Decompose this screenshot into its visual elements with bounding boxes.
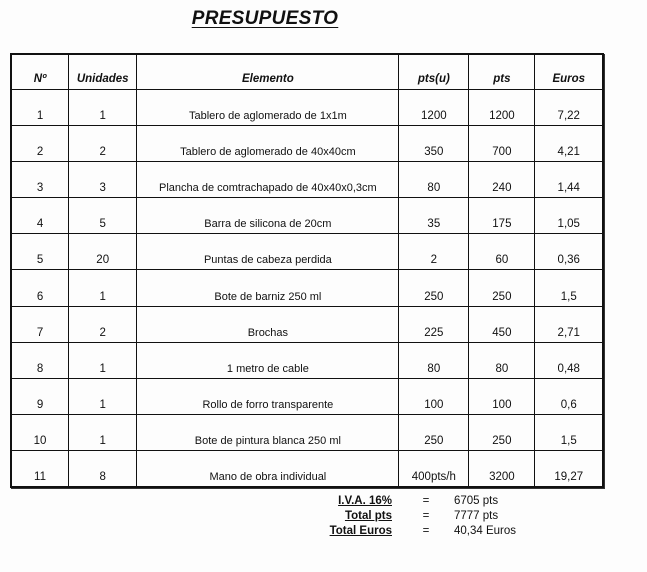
cell-unit-price: 350 bbox=[399, 126, 469, 162]
cell-element: Tablero de aglomerado de 1x1m bbox=[137, 90, 399, 126]
cell-number: 1 bbox=[11, 90, 69, 126]
cell-unit-price: 250 bbox=[399, 414, 469, 450]
cell-price-pts: 240 bbox=[469, 162, 535, 198]
cell-element: Bote de pintura blanca 250 ml bbox=[137, 414, 399, 450]
total-pts-label: Total pts bbox=[344, 510, 392, 522]
cell-units: 1 bbox=[69, 342, 137, 378]
cell-number: 11 bbox=[11, 450, 69, 487]
cell-price-pts: 1200 bbox=[469, 90, 535, 126]
cell-price-euros: 1,5 bbox=[535, 270, 603, 306]
table-row bbox=[11, 450, 603, 487]
cell-price-euros: 0,48 bbox=[535, 342, 603, 378]
iva-value: 6705 pts bbox=[454, 495, 499, 507]
cell-price-pts: 250 bbox=[469, 270, 535, 306]
table-row bbox=[11, 378, 603, 414]
cell-unit-price: 100 bbox=[399, 378, 469, 414]
cell-price-pts: 3200 bbox=[469, 450, 535, 487]
cell-unit-price: 80 bbox=[399, 342, 469, 378]
cell-number: 10 bbox=[11, 414, 69, 450]
cell-number: 9 bbox=[11, 378, 69, 414]
page-title: PRESUPUESTO bbox=[191, 8, 339, 29]
cell-units: 20 bbox=[69, 234, 137, 270]
cell-units: 1 bbox=[69, 378, 137, 414]
cell-price-euros: 0,36 bbox=[535, 234, 603, 270]
total-euros-row bbox=[300, 524, 600, 539]
table-row bbox=[11, 234, 603, 270]
cell-price-pts: 700 bbox=[469, 126, 535, 162]
cell-unit-price: 250 bbox=[399, 270, 469, 306]
cell-price-euros: 0,6 bbox=[535, 378, 603, 414]
cell-element: Tablero de aglomerado de 40x40cm bbox=[137, 126, 399, 162]
cell-unit-price: 400pts/h bbox=[399, 450, 469, 487]
cell-price-euros: 2,71 bbox=[535, 306, 603, 342]
total-euros-label: Total Euros bbox=[329, 525, 392, 537]
cell-units: 1 bbox=[69, 414, 137, 450]
table-row bbox=[11, 126, 603, 162]
cell-price-euros: 19,27 bbox=[535, 450, 603, 487]
total-euros-value: 40,34 Euros bbox=[454, 525, 517, 537]
equals-sign: = bbox=[422, 525, 430, 537]
cell-unit-price: 35 bbox=[399, 198, 469, 234]
cell-number: 5 bbox=[11, 234, 69, 270]
cell-price-pts: 450 bbox=[469, 306, 535, 342]
cell-price-pts: 80 bbox=[469, 342, 535, 378]
cell-element: Mano de obra individual bbox=[137, 450, 399, 487]
cell-price-pts: 175 bbox=[469, 198, 535, 234]
cell-units: 2 bbox=[69, 306, 137, 342]
cell-price-euros: 1,5 bbox=[535, 414, 603, 450]
table-row bbox=[11, 306, 603, 342]
cell-element: Rollo de forro transparente bbox=[137, 378, 399, 414]
cell-units: 2 bbox=[69, 126, 137, 162]
table-row bbox=[11, 198, 603, 234]
cell-units: 1 bbox=[69, 90, 137, 126]
total-pts-row bbox=[300, 509, 600, 524]
table-row bbox=[11, 90, 603, 126]
equals-sign: = bbox=[422, 510, 430, 522]
cell-element: Puntas de cabeza perdida bbox=[137, 234, 399, 270]
total-pts-value: 7777 pts bbox=[454, 510, 499, 522]
cell-price-pts: 100 bbox=[469, 378, 535, 414]
cell-element: Barra de silicona de 20cm bbox=[137, 198, 399, 234]
header-number: Nº bbox=[11, 54, 69, 90]
table-row bbox=[11, 342, 603, 378]
iva-label: I.V.A. 16% bbox=[338, 495, 392, 507]
cell-number: 4 bbox=[11, 198, 69, 234]
cell-units: 1 bbox=[69, 270, 137, 306]
cell-units: 5 bbox=[69, 198, 137, 234]
header-price-euros: Euros bbox=[535, 54, 603, 90]
cell-unit-price: 225 bbox=[399, 306, 469, 342]
cell-units: 3 bbox=[69, 162, 137, 198]
budget-table bbox=[10, 53, 604, 488]
cell-number: 3 bbox=[11, 162, 69, 198]
iva-row bbox=[300, 494, 600, 509]
cell-price-euros: 1,44 bbox=[535, 162, 603, 198]
header-element: Elemento bbox=[137, 54, 399, 90]
header-units: Unidades bbox=[69, 54, 137, 90]
cell-element: 1 metro de cable bbox=[137, 342, 399, 378]
cell-price-pts: 250 bbox=[469, 414, 535, 450]
table-row bbox=[11, 270, 603, 306]
cell-unit-price: 1200 bbox=[399, 90, 469, 126]
cell-number: 8 bbox=[11, 342, 69, 378]
cell-element: Plancha de comtrachapado de 40x40x0,3cm bbox=[137, 162, 399, 198]
cell-units: 8 bbox=[69, 450, 137, 487]
cell-price-euros: 4,21 bbox=[535, 126, 603, 162]
cell-number: 7 bbox=[11, 306, 69, 342]
cell-number: 6 bbox=[11, 270, 69, 306]
cell-element: Brochas bbox=[137, 306, 399, 342]
table-row bbox=[11, 162, 603, 198]
cell-price-pts: 60 bbox=[469, 234, 535, 270]
cell-unit-price: 80 bbox=[399, 162, 469, 198]
cell-price-euros: 1,05 bbox=[535, 198, 603, 234]
table-header-row bbox=[11, 54, 603, 90]
totals-summary bbox=[300, 494, 600, 539]
table-row bbox=[11, 414, 603, 450]
header-price-pts: pts bbox=[469, 54, 535, 90]
equals-sign: = bbox=[422, 495, 430, 507]
table-body bbox=[11, 90, 603, 488]
cell-element: Bote de barniz 250 ml bbox=[137, 270, 399, 306]
cell-price-euros: 7,22 bbox=[535, 90, 603, 126]
header-unit-price: pts(u) bbox=[399, 54, 469, 90]
cell-unit-price: 2 bbox=[399, 234, 469, 270]
cell-number: 2 bbox=[11, 126, 69, 162]
